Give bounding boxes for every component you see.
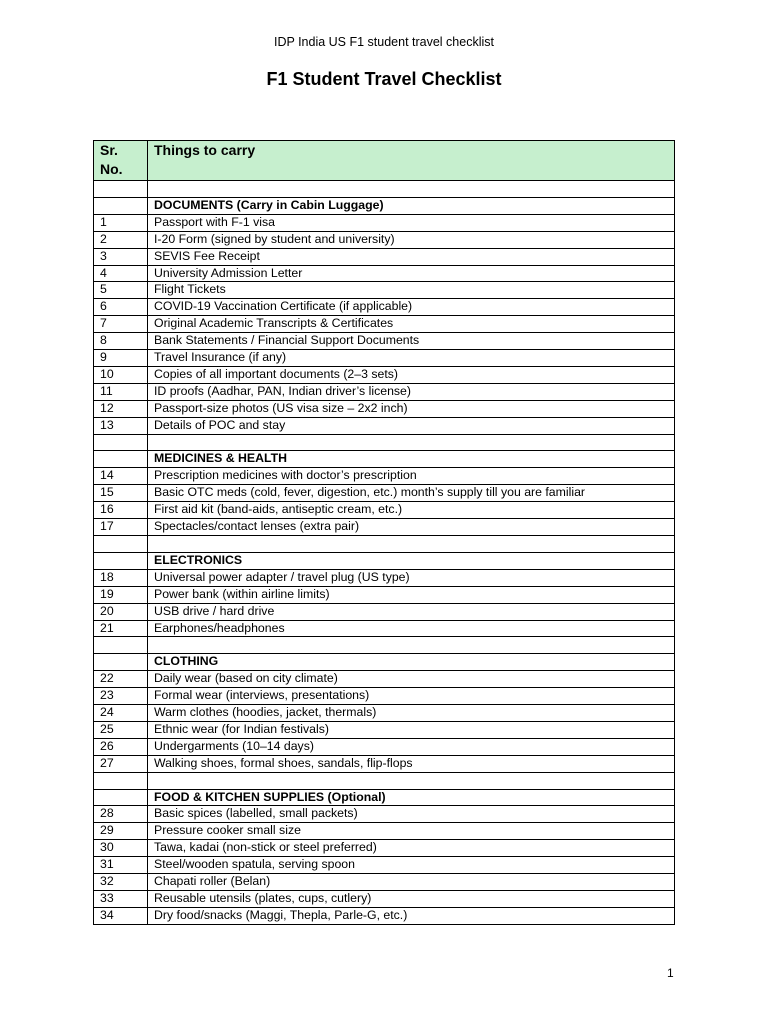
section-title: MEDICINES & HEALTH bbox=[148, 451, 675, 468]
table-row bbox=[94, 840, 675, 857]
item-text: Formal wear (interviews, presentations) bbox=[148, 688, 675, 705]
page-number: 1 bbox=[667, 966, 674, 980]
item-text: Bank Statements / Financial Support Documents bbox=[148, 333, 675, 350]
item-number: 4 bbox=[94, 265, 148, 282]
item-number: 28 bbox=[94, 806, 148, 823]
item-text: Passport-size photos (US visa size – 2x2 inch) bbox=[148, 400, 675, 417]
item-text: Passport with F-1 visa bbox=[148, 214, 675, 231]
table-row bbox=[94, 519, 675, 536]
item-number: 8 bbox=[94, 333, 148, 350]
section-header-row bbox=[94, 197, 675, 214]
item-number: 27 bbox=[94, 755, 148, 772]
serial-number-header bbox=[94, 141, 148, 181]
table-row bbox=[94, 366, 675, 383]
item-text: USB drive / hard drive bbox=[148, 603, 675, 620]
empty-cell bbox=[94, 197, 148, 214]
table-row bbox=[94, 231, 675, 248]
empty-cell bbox=[148, 434, 675, 451]
item-number: 13 bbox=[94, 417, 148, 434]
things-to-carry-header: Things to carry bbox=[148, 141, 675, 181]
item-text: Ethnic wear (for Indian festivals) bbox=[148, 721, 675, 738]
item-number: 26 bbox=[94, 738, 148, 755]
item-number: 32 bbox=[94, 874, 148, 891]
table-row bbox=[94, 265, 675, 282]
item-text: Reusable utensils (plates, cups, cutlery) bbox=[148, 890, 675, 907]
table-row bbox=[94, 806, 675, 823]
item-text: Details of POC and stay bbox=[148, 417, 675, 434]
item-text: University Admission Letter bbox=[148, 265, 675, 282]
table-row bbox=[94, 282, 675, 299]
item-text: ID proofs (Aadhar, PAN, Indian driver’s license) bbox=[148, 383, 675, 400]
table-row bbox=[94, 350, 675, 367]
item-text: Chapati roller (Belan) bbox=[148, 874, 675, 891]
item-text: I-20 Form (signed by student and university) bbox=[148, 231, 675, 248]
item-text: Undergarments (10–14 days) bbox=[148, 738, 675, 755]
item-text: Travel Insurance (if any) bbox=[148, 350, 675, 367]
table-header-row bbox=[94, 141, 675, 181]
table-row bbox=[94, 721, 675, 738]
item-number: 29 bbox=[94, 823, 148, 840]
section-title: DOCUMENTS (Carry in Cabin Luggage) bbox=[148, 197, 675, 214]
table-row bbox=[94, 603, 675, 620]
item-number: 15 bbox=[94, 485, 148, 502]
item-number: 17 bbox=[94, 519, 148, 536]
table-row bbox=[94, 620, 675, 637]
item-text: First aid kit (band-aids, antiseptic cream, etc.) bbox=[148, 502, 675, 519]
item-text: Warm clothes (hoodies, jacket, thermals) bbox=[148, 705, 675, 722]
item-text: Original Academic Transcripts & Certificates bbox=[148, 316, 675, 333]
empty-cell bbox=[94, 789, 148, 806]
item-number: 3 bbox=[94, 248, 148, 265]
item-number: 25 bbox=[94, 721, 148, 738]
item-text: COVID-19 Vaccination Certificate (if applicable) bbox=[148, 299, 675, 316]
empty-cell bbox=[148, 536, 675, 553]
empty-cell bbox=[94, 654, 148, 671]
item-number: 12 bbox=[94, 400, 148, 417]
section-header-row bbox=[94, 654, 675, 671]
table-row bbox=[94, 502, 675, 519]
table-row bbox=[94, 671, 675, 688]
section-title: FOOD & KITCHEN SUPPLIES (Optional) bbox=[148, 789, 675, 806]
empty-cell bbox=[94, 181, 148, 198]
item-number: 34 bbox=[94, 907, 148, 924]
item-number: 10 bbox=[94, 366, 148, 383]
section-header-row bbox=[94, 451, 675, 468]
table-row bbox=[94, 468, 675, 485]
table-row bbox=[94, 705, 675, 722]
serial-header-line1: Sr. bbox=[100, 142, 118, 158]
item-text: Daily wear (based on city climate) bbox=[148, 671, 675, 688]
item-number: 33 bbox=[94, 890, 148, 907]
item-number: 21 bbox=[94, 620, 148, 637]
item-text: Copies of all important documents (2–3 sets) bbox=[148, 366, 675, 383]
item-text: Universal power adapter / travel plug (US type) bbox=[148, 569, 675, 586]
item-text: SEVIS Fee Receipt bbox=[148, 248, 675, 265]
item-text: Power bank (within airline limits) bbox=[148, 586, 675, 603]
empty-cell bbox=[94, 536, 148, 553]
blank-row bbox=[94, 434, 675, 451]
table-row bbox=[94, 316, 675, 333]
empty-cell bbox=[94, 637, 148, 654]
item-number: 18 bbox=[94, 569, 148, 586]
blank-row bbox=[94, 772, 675, 789]
item-number: 11 bbox=[94, 383, 148, 400]
item-text: Flight Tickets bbox=[148, 282, 675, 299]
item-text: Walking shoes, formal shoes, sandals, flip-flops bbox=[148, 755, 675, 772]
table-row bbox=[94, 907, 675, 924]
item-text: Basic OTC meds (cold, fever, digestion, etc.) month’s supply till you are familiar bbox=[148, 485, 675, 502]
table-row bbox=[94, 485, 675, 502]
item-number: 20 bbox=[94, 603, 148, 620]
table-row bbox=[94, 874, 675, 891]
table-row bbox=[94, 569, 675, 586]
document-title: F1 Student Travel Checklist bbox=[266, 69, 502, 89]
item-text: Steel/wooden spatula, serving spoon bbox=[148, 857, 675, 874]
section-header-row bbox=[94, 789, 675, 806]
section-title: ELECTRONICS bbox=[148, 552, 675, 569]
item-text: Pressure cooker small size bbox=[148, 823, 675, 840]
empty-cell bbox=[94, 772, 148, 789]
item-number: 7 bbox=[94, 316, 148, 333]
item-number: 30 bbox=[94, 840, 148, 857]
empty-cell bbox=[148, 772, 675, 789]
table-body bbox=[94, 181, 675, 925]
table-row bbox=[94, 586, 675, 603]
serial-header-line2: No. bbox=[100, 161, 123, 177]
item-text: Prescription medicines with doctor’s prescription bbox=[148, 468, 675, 485]
item-number: 9 bbox=[94, 350, 148, 367]
empty-cell bbox=[94, 552, 148, 569]
table-row bbox=[94, 755, 675, 772]
table-row bbox=[94, 823, 675, 840]
item-number: 16 bbox=[94, 502, 148, 519]
section-title: CLOTHING bbox=[148, 654, 675, 671]
item-number: 1 bbox=[94, 214, 148, 231]
item-text: Dry food/snacks (Maggi, Thepla, Parle-G, etc.) bbox=[148, 907, 675, 924]
item-number: 31 bbox=[94, 857, 148, 874]
item-number: 6 bbox=[94, 299, 148, 316]
table-row bbox=[94, 738, 675, 755]
item-number: 24 bbox=[94, 705, 148, 722]
item-text: Earphones/headphones bbox=[148, 620, 675, 637]
item-number: 2 bbox=[94, 231, 148, 248]
table-row bbox=[94, 299, 675, 316]
empty-cell bbox=[94, 451, 148, 468]
blank-row bbox=[94, 536, 675, 553]
item-number: 5 bbox=[94, 282, 148, 299]
table-row bbox=[94, 400, 675, 417]
table-row bbox=[94, 890, 675, 907]
checklist-table bbox=[93, 140, 675, 925]
table-row bbox=[94, 688, 675, 705]
empty-cell bbox=[148, 181, 675, 198]
empty-cell bbox=[148, 637, 675, 654]
item-number: 14 bbox=[94, 468, 148, 485]
table-row bbox=[94, 857, 675, 874]
table-row bbox=[94, 333, 675, 350]
item-text: Tawa, kadai (non-stick or steel preferred) bbox=[148, 840, 675, 857]
table-row bbox=[94, 417, 675, 434]
blank-row bbox=[94, 181, 675, 198]
table-row bbox=[94, 383, 675, 400]
empty-cell bbox=[94, 434, 148, 451]
table-row bbox=[94, 214, 675, 231]
table-row bbox=[94, 248, 675, 265]
item-text: Basic spices (labelled, small packets) bbox=[148, 806, 675, 823]
item-number: 19 bbox=[94, 586, 148, 603]
item-text: Spectacles/contact lenses (extra pair) bbox=[148, 519, 675, 536]
item-number: 22 bbox=[94, 671, 148, 688]
blank-row bbox=[94, 637, 675, 654]
item-number: 23 bbox=[94, 688, 148, 705]
section-header-row bbox=[94, 552, 675, 569]
page-header: IDP India US F1 student travel checklist bbox=[273, 35, 494, 49]
